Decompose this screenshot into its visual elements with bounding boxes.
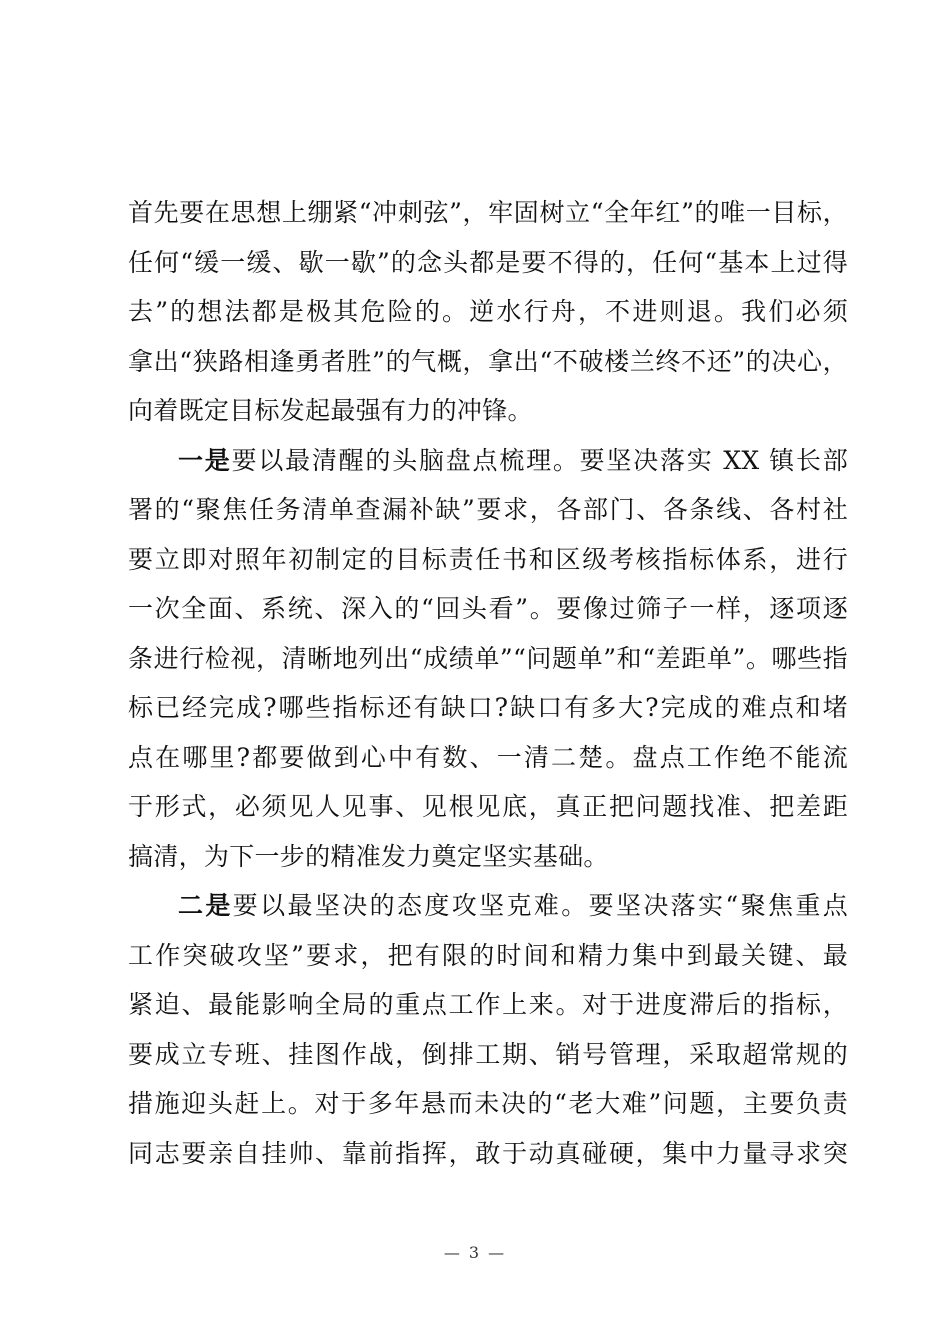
text-line: 向着既定目标发起最强有力的冲锋。 xyxy=(128,396,533,425)
paragraph-lead: 二是 xyxy=(178,891,233,920)
paragraph-lead: 一是 xyxy=(178,445,232,475)
paragraph-first-line-text: 要以最清醒的头脑盘点梳理。要坚决落实 XX 镇长部 xyxy=(231,445,848,475)
text-line: 条进行检视，清晰地列出“成绩单”“问题单”和“差距单”。哪些指 xyxy=(128,643,848,673)
text-line: 搞清，为下一步的精准发力奠定坚实基础。 xyxy=(128,841,609,871)
text-line: 去”的想法都是极其危险的。逆水行舟，不进则退。我们必须 xyxy=(128,297,848,326)
paragraph-3 xyxy=(128,881,848,1178)
text-line: 要成立专班、挂图作战，倒排工期、销号管理，采取超常规的 xyxy=(128,1039,848,1069)
text-line: 紧迫、最能影响全局的重点工作上来。对于进度滞后的指标， xyxy=(128,990,848,1019)
paragraph-first-line xyxy=(128,436,848,486)
text-line: 一次全面、系统、深入的“回头看”。要像过筛子一样，逐项逐 xyxy=(128,594,848,623)
text-line: 于形式，必须见人见事、见根见底，真正把问题找准、把差距 xyxy=(128,792,848,821)
paragraph-1 xyxy=(128,188,848,436)
text-line: 首先要在思想上绷紧“冲刺弦”，牢固树立“全年红”的唯一目标， xyxy=(128,198,848,227)
body-text xyxy=(128,188,848,1178)
text-line: 措施迎头赶上。对于多年悬而未决的“老大难”问题，主要负责 xyxy=(128,1089,848,1118)
page-number: — 3 — xyxy=(443,1243,507,1262)
text-line: 点在哪里?都要做到心中有数、一清二楚。盘点工作绝不能流 xyxy=(128,742,848,772)
text-line: 署的“聚焦任务清单查漏补缺”要求，各部门、各条线、各村社 xyxy=(128,495,848,524)
paragraph-first-line xyxy=(128,881,848,931)
text-line: 要立即对照年初制定的目标责任书和区级考核指标体系，进行 xyxy=(128,544,848,574)
paragraph-2 xyxy=(128,436,848,882)
text-line: 工作突破攻坚”要求，把有限的时间和精力集中到最关键、最 xyxy=(128,940,848,970)
text-line: 拿出“狭路相逢勇者胜”的气概，拿出“不破楼兰终不还”的决心， xyxy=(128,346,848,376)
text-line: 标已经完成?哪些指标还有缺口?缺口有多大?完成的难点和堵 xyxy=(128,693,848,722)
text-line: 任何“缓一缓、歇一歇”的念头都是要不得的，任何“基本上过得 xyxy=(128,247,848,277)
paragraph-first-line-text: 要以最坚决的态度攻坚克难。要坚决落实“聚焦重点 xyxy=(232,891,848,920)
text-line: 同志要亲自挂帅、靠前指挥，敢于动真碰硬，集中力量寻求突 xyxy=(128,1138,848,1168)
